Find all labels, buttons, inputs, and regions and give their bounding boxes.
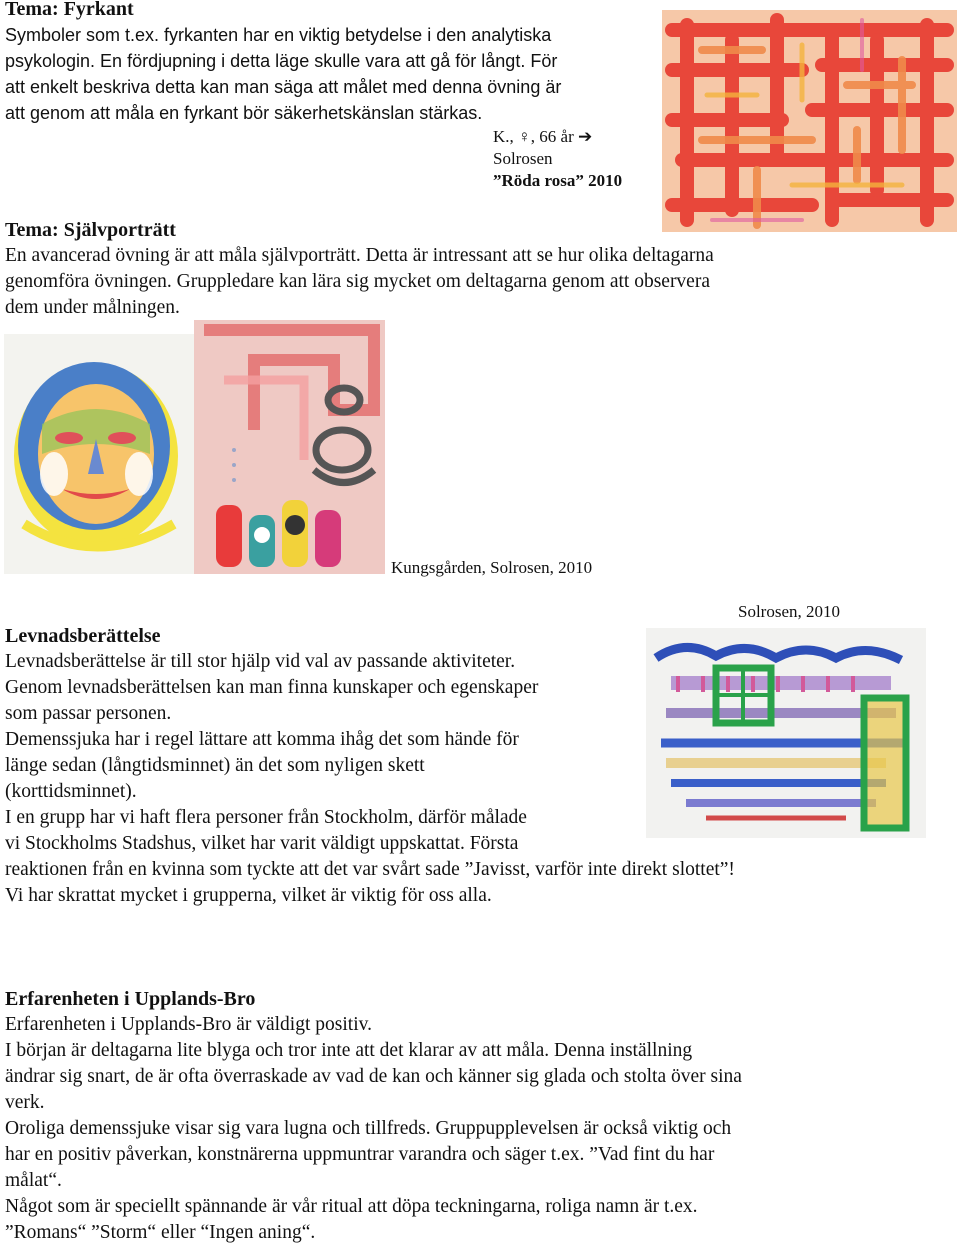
caption-artist: K., ♀, 66 år ➔: [493, 127, 593, 146]
paragraph-line: målat“.: [5, 1170, 62, 1191]
paragraph-line: genomföra övningen. Gruppledare kan lära sig mycket om deltagarna genom att observera: [5, 271, 710, 292]
paragraph-line: Erfarenheten i Upplands-Bro är väldigt positiv.: [5, 1014, 372, 1035]
paragraph-line: Vi har skrattat mycket i grupperna, vilket är viktig för oss alla.: [5, 885, 492, 906]
paragraph-line: verk.: [5, 1092, 45, 1113]
section-title-portrait: Tema: Självporträtt: [5, 219, 176, 241]
section-title-square: Tema: Fyrkant: [5, 0, 134, 20]
section-title-life: Levnadsberättelse: [5, 625, 161, 647]
paragraph-line: ändrar sig snart, de är ofta överraskade av vad de kan och känner sig glada och stolta över sina: [5, 1066, 742, 1087]
caption-portrait: Kungsgården, Solrosen, 2010: [391, 558, 593, 577]
paragraph-line: Oroliga demenssjuke visar sig vara lugna och tillfreds. Gruppupplevelsen är också viktig och: [5, 1118, 732, 1139]
caption-life: Solrosen, 2010: [738, 602, 840, 621]
caption-group: Solrosen: [493, 149, 553, 168]
paragraph-line: psykologin. En fördjupning i detta läge skulle vara att gå för långt. För: [5, 51, 558, 71]
portrait-painting-face-image: [4, 334, 194, 574]
paragraph-line: Genom levnadsberättelsen kan man finna kunskaper och egenskaper: [5, 677, 539, 698]
section-title-experience: Erfarenheten i Upplands-Bro: [5, 988, 256, 1010]
paragraph-line: Levnadsberättelse är till stor hjälp vid val av passande aktiviteter.: [5, 651, 516, 672]
paragraph-line: I början är deltagarna lite blyga och tror inte att det klarar av att måla. Denna inställning: [5, 1040, 693, 1061]
paragraph-line: har en positiv påverkan, konstnärerna uppmuntrar varandra och säger t.ex. ”Vad fint du har: [5, 1144, 715, 1165]
paragraph-line: Något som är speciellt spännande är vår ritual att döpa teckningarna, roliga namn är t.ex.: [5, 1196, 698, 1217]
painting-squares-image: [662, 10, 957, 232]
portrait-painting-abstract-image: [194, 320, 385, 574]
paragraph-line: En avancerad övning är att måla självporträtt. Detta är intressant att se hur olika deltagarna: [5, 245, 714, 266]
paragraph-line: dem under målningen.: [5, 297, 180, 318]
paragraph-line: vi Stockholms Stadshus, vilket har varit väldigt uppskattat. Första: [5, 833, 519, 854]
paragraph-line: Demenssjuka har i regel lättare att komma ihåg det som hände för: [5, 729, 519, 750]
paragraph-line: I en grupp har vi haft flera personer från Stockholm, därför målade: [5, 807, 527, 828]
paragraph-line: Symboler som t.ex. fyrkanten har en viktig betydelse i den analytiska: [5, 25, 552, 45]
paragraph-line: ”Romans“ ”Storm“ eller “Ingen aning“.: [5, 1222, 316, 1243]
city-hall-painting-image: [646, 628, 926, 838]
caption-title: ”Röda rosa” 2010: [493, 171, 623, 190]
paragraph-line: att genom att måla en fyrkant bör säkerhetskänslan stärkas.: [5, 103, 483, 123]
paragraph-line: att enkelt beskriva detta kan man säga att målet med denna övning är: [5, 77, 562, 97]
paragraph-line: (korttidsminnet).: [5, 781, 137, 802]
paragraph-line: som passar personen.: [5, 703, 172, 724]
paragraph-line: reaktionen från en kvinna som tyckte att det var svårt sade ”Javisst, varför inte direkt slottet”!: [5, 859, 735, 880]
paragraph-line: länge sedan (långtidsminnet) än det som nyligen skett: [5, 755, 425, 776]
